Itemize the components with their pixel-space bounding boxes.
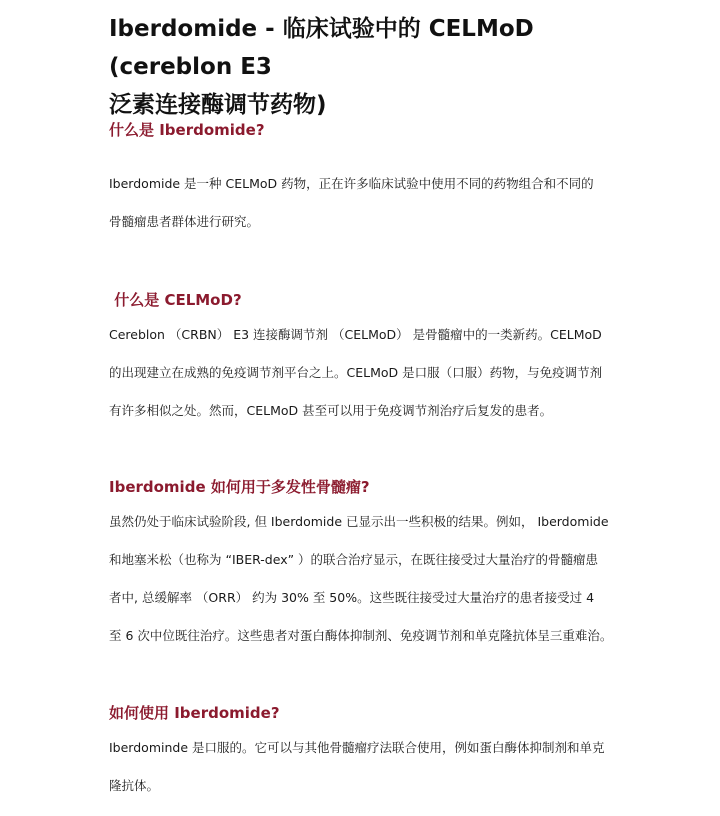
body-line: 有许多相似之处。然而，CELMoD 甚至可以用于免疫调节剂治疗后复发的患者。 [109, 403, 553, 418]
section-heading-what-is-iberdomide: 什么是 Iberdomide? [109, 121, 265, 139]
section-body-how-to-use-iberdomide [109, 729, 619, 805]
body-line: Cereblon （CRBN） E3 连接酶调节剂 （CELMoD） 是骨髓瘤中的一类新药。CELMoD [109, 327, 602, 342]
section-body-what-is-celmod [109, 316, 619, 430]
body-line: 骨髓瘤患者群体进行研究。 [109, 214, 260, 229]
body-line: Iberdomide 是一种 CELMoD 药物，正在许多临床试验中使用不同的药物组合和不同的 [109, 176, 594, 191]
document-title [109, 10, 649, 124]
body-line: 隆抗体。 [109, 778, 160, 793]
body-line: 的出现建立在成熟的免疫调节剂平台之上。CELMoD 是口服（口服）药物，与免疫调节剂 [109, 365, 603, 380]
section-heading-what-is-celmod: 什么是 CELMoD? [109, 291, 242, 309]
section-body-what-is-iberdomide [109, 165, 619, 241]
section-body-iberdomide-myeloma-use [109, 503, 619, 655]
title-line: 泛素连接酶调节药物) [109, 92, 327, 118]
body-line: 和地塞米松（也称为 “IBER-dex” ）的联合治疗显示，在既往接受过大量治疗的骨髓瘤患 [109, 552, 599, 567]
body-line: 者中, 总缓解率 （ORR） 约为 30% 至 50%。这些既往接受过大量治疗的患者接受过 4 [109, 590, 595, 605]
body-line: 至 6 次中位既往治疗。这些患者对蛋白酶体抑制剂、免疫调节剂和单克隆抗体呈三重难治。 [109, 628, 613, 643]
title-line: Iberdomide - 临床试验中的 CELMoD (cereblon E3 [109, 16, 534, 80]
section-heading-how-to-use-iberdomide: 如何使用 Iberdomide? [109, 704, 280, 722]
body-line: 虽然仍处于临床试验阶段, 但 Iberdomide 已显示出一些积极的结果。例如， Iberdomide [109, 514, 609, 529]
body-line: Iberdominde 是口服的。它可以与其他骨髓瘤疗法联合使用，例如蛋白酶体抑制剂和单克 [109, 740, 605, 755]
section-heading-iberdomide-myeloma-use: Iberdomide 如何用于多发性骨髓瘤? [109, 478, 370, 496]
